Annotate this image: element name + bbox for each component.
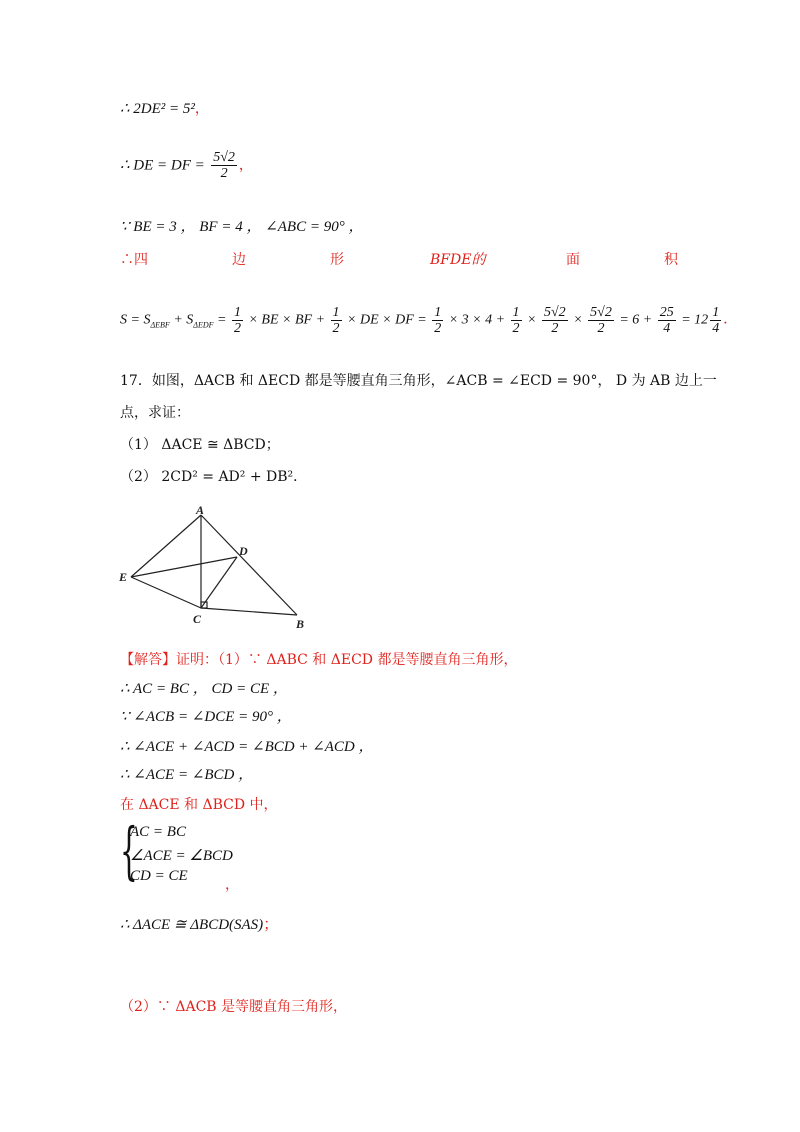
problem-17-line2: 点，求证： <box>120 405 190 421</box>
area-word-2: 边 <box>232 252 246 268</box>
area-formula: $S = S_{\Delta EBF} + S_{\Delta EDF}$ = $\frac{1}{2}$ × BE × BF + $\frac{1}{2}$ × DE × DF = $\frac{1}{2}$ × 3 × 4 + $\frac{1}{2}$ × $\frac{5√2}{2}$ × $\frac{5√2}{2}$ = 6 + $\frac{25}{4}$ = 12 $\frac{1}{4}$ ． <box>120 305 738 336</box>
label-e: E <box>119 570 128 584</box>
solution-part2: （2）∵ ΔACB 是等腰直角三角形， <box>120 999 348 1015</box>
label-b: B <box>296 617 305 631</box>
frac-25-4: $\frac{25}{4}$ <box>659 305 674 336</box>
area-word-5: 面 <box>566 252 580 268</box>
punct: ， <box>194 101 209 117</box>
geometry-figure <box>115 505 315 635</box>
problem-17-part1: （1） ΔACE ≅ ΔBCD； <box>120 437 280 453</box>
solution-step-4: ∴ ∠ACE = ∠BCD ， <box>120 767 254 783</box>
step-given-be-bf: ∵ BE = 3 ， BF = 4 ， ∠ABC = 90° ， <box>120 219 364 235</box>
fraction-5root2-over-2: $\frac{5√2}{2}$ <box>213 150 235 181</box>
system-eq-1: AC = BC <box>130 824 186 840</box>
punct: ， <box>238 157 253 174</box>
area-word-3: 形 <box>330 252 344 268</box>
formula: ∴ 2DE² = 5² <box>120 101 195 117</box>
label-c: C <box>193 612 202 626</box>
solution-step-2: ∵ ∠ACB = ∠DCE = 90° ， <box>120 709 292 725</box>
frac-5root2-b: $\frac{5√2}{2}$ <box>590 305 612 336</box>
area-word-1: ∴四 <box>120 252 148 268</box>
frac-half-1: $\frac{1}{2}$ <box>233 305 241 336</box>
frac-half-2: $\frac{1}{2}$ <box>332 305 340 336</box>
system-brace: { <box>120 814 138 887</box>
step-2de-squared <box>120 100 209 118</box>
frac-half-4: $\frac{1}{2}$ <box>512 305 520 336</box>
solution-conclusion: ∴ ΔACE ≅ ΔBCD(SAS)； <box>120 917 279 933</box>
problem-17-part2: （2） 2CD² = AD² + DB²． <box>120 469 308 485</box>
solution-step-3: ∴ ∠ACE + ∠ACD = ∠BCD + ∠ACD ， <box>120 739 374 755</box>
problem-17-line1: 17．如图，ΔACB 和 ΔECD 都是等腰直角三角形，∠ACB = ∠ECD = 90°， D 为 AB 边上一 <box>120 373 717 389</box>
step-de-df <box>120 150 253 181</box>
frac-1-4: $\frac{1}{4}$ <box>712 305 720 336</box>
system-comma: ， <box>225 877 239 893</box>
solution-step-1: ∴ AC = BC ， CD = CE ， <box>120 681 288 697</box>
formula-lhs: ∴ DE = DF = <box>120 157 205 174</box>
solution-heading: 【解答】证明：（1）∵ ΔABC 和 ΔECD 都是等腰直角三角形， <box>120 652 518 668</box>
label-a: A <box>196 505 205 517</box>
area-word-4: BFDE的 <box>430 252 486 268</box>
system-eq-3: CD = CE <box>130 868 188 884</box>
solution-step-5: 在 ΔACE 和 ΔBCD 中， <box>120 797 278 813</box>
frac-half-3: $\frac{1}{2}$ <box>434 305 442 336</box>
system-eq-2: ∠ACE = ∠BCD <box>130 848 233 864</box>
area-word-6: 积 <box>664 252 678 268</box>
label-d: D <box>239 544 248 558</box>
frac-5root2-a: $\frac{5√2}{2}$ <box>544 305 566 336</box>
